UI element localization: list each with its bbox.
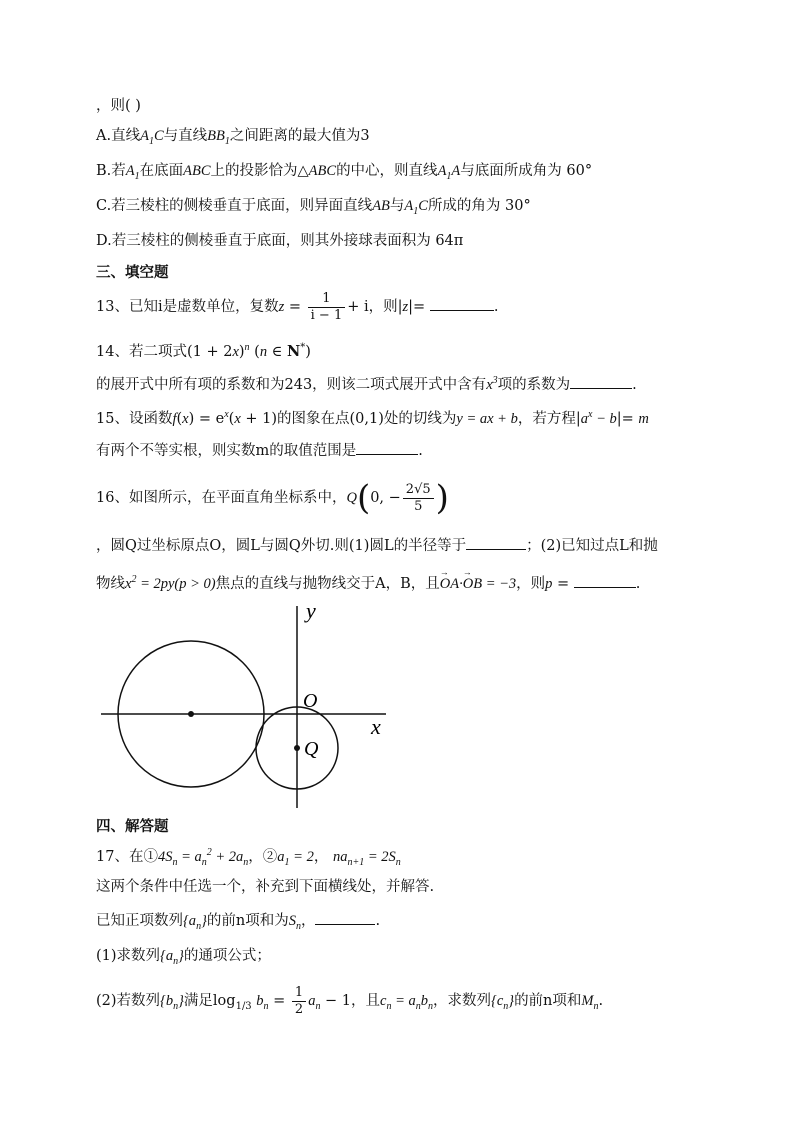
question-14-line-1 — [96, 338, 311, 362]
q13-text-3: |= — [408, 299, 426, 315]
answer-blank-13[interactable] — [430, 296, 494, 311]
q17-text-1: 17、在① — [96, 848, 158, 865]
question-17-line-1: 17、在$①4S_n = a_n^2 + 2a_n$，$②a_1 = 2$， $na_{n+1} = 2S_n$ — [96, 847, 401, 868]
question-17-line-3: 已知正项数列$\{a_n\}$的前n项和为$S_n$， . — [96, 910, 380, 937]
math-fx: $f(x) = e^x(x + 1)$ — [172, 409, 278, 427]
math-equation: $a^x - b$ — [580, 409, 617, 427]
question-12-tail — [96, 96, 141, 116]
q16-text-5: 焦点的直线与抛物线交于A，B，且 — [215, 575, 440, 592]
math-an-2: $\{a_n\}$ — [160, 948, 184, 967]
q16-text-2: ，圆Q过坐标原点O，圆L与圆Q外切.则(1)圆L的半径等于 — [96, 538, 467, 554]
q15-text-2: 的图象在点 — [277, 410, 350, 427]
option-a-text-1: A.直线 — [96, 128, 141, 144]
question-17-line-4 — [96, 946, 271, 972]
math-x3: $x^3$ — [486, 375, 498, 393]
center-l-point — [188, 711, 194, 717]
math-z-2: z — [402, 299, 409, 315]
q17-text-9: 满足 — [183, 993, 213, 1009]
section-heading-fill-in: 三、填空题 — [96, 265, 169, 281]
coordinate-figure — [96, 598, 396, 813]
math-tangent: y = ax + b — [456, 410, 518, 427]
q15-text-1: 15、设函数 — [96, 410, 173, 427]
question-16-line-3: 物线$x^2 = 2py(p > 0)$焦点的直线与抛物线交于A，B，且→ OA·→ OB = −3，则p = . — [96, 570, 640, 594]
question-15-line-2: 有两个不等实根，则实数m的取值范围是 . — [96, 440, 423, 461]
question-15-line-1: 15、设函数$f(x) = e^x(x + 1)$的图象在点(0,1)处的切线为y = ax + b，若方程$|a^x - b|= m$ — [96, 409, 649, 427]
x-axis-label: x — [371, 714, 381, 739]
math-point-0-1: (0,1) — [349, 410, 384, 427]
math-a1: $A_1$ — [125, 163, 140, 182]
q16-text-4: 物线 — [96, 575, 125, 592]
math-cn: $\{c_n\}$ — [491, 993, 515, 1012]
question-17-line-5: (2)若数列$\{b_n\}$满足$\log_{1/3} b_n$ = $\frac{1}{2}$ $a_n - 1$，且$c_n = a_nb_n$，求数列$\{c_n\}$的前n项和$M_n$. — [96, 984, 604, 1017]
q13-text-1: 13、已知i是虚数单位，复数 — [96, 299, 279, 315]
q-label: Q — [304, 738, 319, 760]
q14-text-2: 的展开式中所有项的系数和为243，则该二项式展开式中含有 — [96, 376, 487, 393]
q17-text-11: ，求数列 — [433, 993, 492, 1009]
q16-text-3: ；(2)已知过点L和抛 — [526, 538, 658, 554]
q17-text-6: (1)求数列 — [96, 948, 161, 964]
option-b-text-4: 的中心，则直线 — [336, 163, 438, 179]
math-condition-2b: $na_{n+1} = 2S_n$ — [332, 848, 401, 868]
answer-blank-15[interactable] — [356, 440, 418, 455]
question-16-line-2 — [96, 535, 658, 556]
math-cn-def: $c_n = a_nb_n$ — [380, 993, 434, 1012]
math-an: $\{a_n\}$ — [183, 913, 207, 932]
question-14-line-2: 的展开式中所有项的系数和为243，则该二项式展开式中含有$x^3$项的系数为 . — [96, 375, 637, 393]
math-bn: $\{b_n\}$ — [160, 993, 184, 1012]
option-c-text-3: 所成的角为 30° — [427, 198, 531, 214]
q17-text-12: 的前n项和 — [514, 993, 582, 1009]
math-log: $\log_{1/3} b_n$ = $\frac{1}{2}$ $a_n - 1$ — [212, 984, 352, 1017]
option-c — [96, 196, 531, 222]
option-d-text: D.若三棱柱的侧棱垂直于底面，则其外接球表面积为 64π — [96, 233, 464, 249]
math-binomial: $(1 + 2x)^n$ (n ∈ N*) — [186, 342, 311, 360]
math-condition-2: $a_1 = 2$ — [277, 848, 314, 868]
option-a-text-3: 之间距离的最大值为3 — [229, 128, 370, 144]
math-abc: ABC — [183, 163, 211, 179]
option-c-text-1: C.若三棱柱的侧棱垂直于底面，则异面直线 — [96, 198, 373, 214]
math-p: p — [545, 575, 553, 592]
option-b-text-3: 上的投影恰为△ — [210, 163, 309, 179]
math-a1c-2: $A_1C$ — [404, 198, 428, 217]
option-b — [96, 161, 592, 187]
math-parabola: $x^2 = 2py(p > 0)$ — [125, 574, 216, 592]
q17-text-2: ，② — [248, 848, 278, 865]
option-b-text-5: 与底面所成角为 60° — [460, 163, 593, 179]
answer-blank-17[interactable] — [315, 910, 375, 925]
q17-text-10: ，且 — [351, 993, 381, 1009]
math-dot-product: → OA·→ OB = −3 — [440, 576, 516, 592]
q15-text-4: ，若方程| — [517, 410, 581, 427]
math-ab: AB — [372, 198, 390, 214]
option-b-text-1: B.若 — [96, 163, 126, 179]
option-c-text-2: 与 — [389, 198, 405, 214]
question-17-line-2: 这两个条件中任选一个，补充到下面横线处，并解答. — [96, 879, 435, 895]
math-z: z — [278, 299, 285, 315]
math-condition-1: $4S_n = a_n^2 + 2a_n$ — [157, 847, 249, 868]
q12-tail-text: ，则( ) — [96, 98, 141, 114]
q16-text-6: ，则 — [516, 575, 546, 592]
math-a1a: $A_1A$ — [437, 163, 461, 182]
option-a-text-2: 与直线 — [163, 128, 208, 144]
q13-text-2: ，则| — [368, 299, 403, 315]
math-fraction-1-over-i-minus-1: $\frac{1}{i - 1}$ — [308, 291, 346, 324]
q15-text-3: 处的切线为 — [383, 410, 457, 427]
q17-text-7: 的通项公式； — [183, 948, 271, 964]
q15-text-5: 有两个不等实根，则实数m的取值范围是 — [96, 443, 357, 459]
option-b-text-2: 在底面 — [139, 163, 184, 179]
math-abc-2: ABC — [308, 163, 337, 179]
option-a — [96, 126, 370, 152]
math-fraction-2-root5-over-5: $\frac{2√5}{5}$ — [403, 482, 434, 515]
y-axis-label: y — [306, 598, 316, 623]
origin-label: O — [303, 690, 318, 712]
answer-blank-16-1[interactable] — [466, 535, 526, 550]
math-sn: $S_n$ — [288, 913, 301, 932]
math-mn: $M_n$ — [581, 993, 599, 1012]
section-heading-solutions: 四、解答题 — [96, 819, 169, 835]
option-d — [96, 231, 463, 251]
center-q-point — [294, 745, 300, 751]
q16-text-1: 16、如图所示，在平面直角坐标系中， — [96, 490, 347, 506]
q17-text-8: (2)若数列 — [96, 993, 161, 1009]
question-16-line-1: 16、如图所示，在平面直角坐标系中，Q(0, − $\frac{2√5}{5}$ ) — [96, 478, 449, 518]
q17-text-5: 的前n项和为 — [206, 913, 289, 929]
question-13: 13、已知i是虚数单位，复数z = $\frac{1}{i - 1}$ + i，则|z|= . — [96, 290, 499, 323]
math-q-point: Q — [346, 490, 357, 506]
q14-text-1: 14、若二项式 — [96, 343, 187, 360]
math-bb1: $BB_1$ — [207, 128, 230, 147]
math-a1c: $A_1C$ — [140, 128, 164, 147]
q14-text-3: 项的系数为 — [497, 376, 571, 393]
q17-text-4: 已知正项数列 — [96, 913, 183, 929]
answer-blank-14[interactable] — [570, 374, 632, 389]
answer-blank-16-2[interactable] — [574, 573, 636, 588]
